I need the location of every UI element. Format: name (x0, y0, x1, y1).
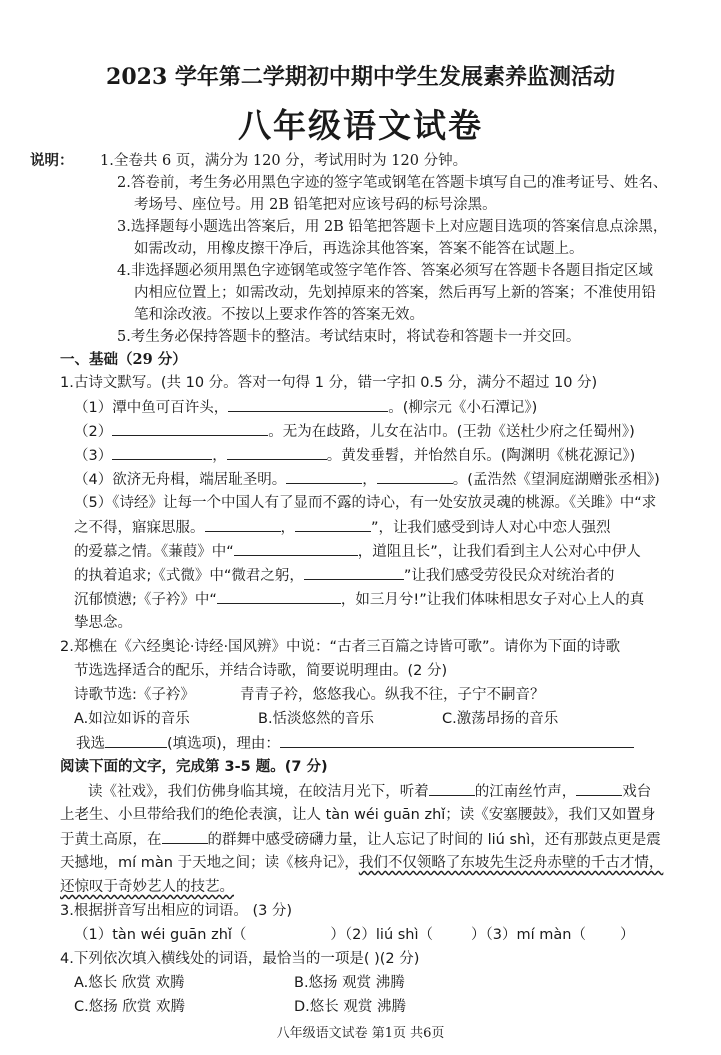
q1-stem: 1.古诗文默写。(共 10 分。答对一句得 1 分，错一字扣 0.5 分，满分不超过 10 分) (60, 375, 598, 391)
q2-choice-blank[interactable] (105, 733, 167, 748)
q1-3-comma: ， (212, 448, 227, 464)
q1-2-suffix: 。无为在歧路，儿女在沾巾。(王勃《送杜少府之任蜀州》) (268, 424, 635, 440)
q2-option-c: C.激荡昂扬的音乐 (442, 711, 559, 727)
q1-5-text-1: 之不得，寤寐思服。 (74, 520, 205, 536)
note-4-line-1: 4.非选择题必须用黑色字迹钢笔或签字笔作答、答案必须写在答题卡各题目指定区域 (117, 263, 653, 279)
q2-line-2: 节选选择适合的配乐，并结合诗歌，简要说明理由。(2 分) (74, 663, 448, 679)
q1-5-line-4 (74, 565, 614, 586)
q1-5-comma: ， (280, 520, 295, 536)
note-4-line-3: 笔和涂改液。不按以上要求作答的答案无效。 (134, 307, 424, 323)
reading-wavy-underlined-sentence-2: 还惊叹于奇妙艺人的技艺。 (60, 879, 234, 895)
q2-line-1: 2.郑樵在《六经奥论·诗经·国风辨》中说：“古者三百篇之诗皆可歌”。请你为下面的诗歌 (60, 639, 621, 655)
q4-option-b: B.悠扬 观赏 沸腾 (294, 975, 405, 991)
q1-3-blank-2[interactable] (227, 445, 327, 460)
q2-choice-line (76, 733, 634, 754)
section-basics-heading: 一、基础（29 分） (60, 351, 187, 368)
q1-5-text-2: ”，让我们感受到诗人对心中恋人强烈 (371, 520, 611, 536)
reading-text-1: 读《社戏》，我们仿佛身临其境，在皎洁月光下，听着 (88, 784, 429, 800)
q1-line-1 (74, 397, 537, 418)
q1-5-text-4: ，道阻且长”，让我们看到主人公对心中伊人 (357, 544, 641, 560)
reading-line-4 (60, 853, 663, 873)
q1-5-blank-2[interactable] (295, 517, 371, 532)
q3-item-3: ）（3）mí màn（ (471, 927, 586, 943)
q1-5-text-6: ”让我们感受劳役民众对统治者的 (403, 568, 615, 584)
note-3-line-2: 如需改动，用橡皮擦干净后，再选涂其他答案，答案不能答在试题上。 (134, 241, 584, 257)
q2-option-a: A.如泣如诉的音乐 (74, 711, 190, 727)
q3-answers (74, 925, 634, 945)
q1-5-text-5: 的执着追求;《式微》中“微君之躬， (74, 568, 304, 584)
reading-line-2: 上老生、小旦带给我们的绝伦表演，让人 tàn wéi guān zhǐ；读《安塞腰鼓》，我们又如置身 (60, 807, 656, 823)
q1-5-line-1: （5）《诗经》让每一个中国人有了显而不露的诗心，有一处安放灵魂的桃源。《关雎》中“求 (74, 495, 657, 511)
q1-4-blank-1[interactable] (286, 469, 362, 484)
reading-blank-3[interactable] (162, 829, 208, 844)
page-footer: 八年级语文试卷 第1页 共6页 (276, 1026, 445, 1041)
q2-poem-text: 青青子衿，悠悠我心。纵我不往，子宁不嗣音？ (240, 687, 545, 703)
q1-5-blank-3[interactable] (234, 541, 358, 556)
q3-item-close: ） (619, 927, 635, 943)
exam-event-title: 2023 学年第二学期初中期中学生发展素养监测活动 (106, 64, 615, 90)
q4-option-a: A.悠长 欣赏 欢腾 (74, 975, 185, 991)
exam-paper-title: 八年级语文试卷 (238, 106, 483, 145)
q1-5-text-7: 沉郁愤懑;《子衿》中“ (74, 592, 217, 608)
note-4-line-2: 内相应位置上；如需改动，先划掉原来的答案，然后再写上新的答案；不准使用铅 (134, 285, 656, 301)
q1-2-prefix: （2） (74, 424, 113, 440)
q1-4-blank-2[interactable] (377, 469, 453, 484)
reading-text-3: 戏台 (622, 784, 652, 800)
q4-stem: 4.下列依次填入横线处的词语，最恰当的一项是( )(2 分) (60, 951, 420, 967)
note-5: 5.考生务必保持答题卡的整洁。考试结束时，将试卷和答题卡一并交回。 (117, 329, 581, 345)
q3-item-1: （1）tàn wéi guān zhǐ（ (74, 927, 247, 943)
reading-text-4: 于黄土高原，在 (60, 832, 162, 848)
q1-5-blank-4[interactable] (304, 565, 404, 580)
q1-3-prefix: （3） (74, 448, 113, 464)
q1-3-blank-1[interactable] (112, 445, 212, 460)
q2-reason-blank[interactable] (280, 733, 634, 748)
q1-5-blank-5[interactable] (217, 589, 341, 604)
q1-line-4 (74, 469, 660, 490)
q2-choose-label: 我选 (76, 736, 105, 752)
q1-5-line-5 (74, 589, 644, 610)
q1-3-suffix: 。黄发垂髫，并怡然自乐。(陶渊明《桃花源记》) (326, 448, 636, 464)
reading-text-5: 的群舞中感受磅礴力量，让人忘记了时间的 liú shì，还有那鼓点更是震 (207, 832, 661, 848)
q1-5-line-2 (74, 517, 611, 538)
q2-reason-label: (填选项)，理由： (167, 736, 280, 752)
note-3-line-1: 3.选择题每小题选出答案后，用 2B 铅笔把答题卡上对应题目选项的答案信息点涂黑， (117, 219, 668, 235)
note-2-line-1: 2.答卷前，考生务必用黑色字迹的签字笔或钢笔在答题卡填写自己的准考证号、姓名、 (117, 175, 668, 191)
reading-blank-2[interactable] (576, 781, 622, 796)
notes-label: 说明： (30, 152, 74, 169)
q1-1-blank[interactable] (228, 397, 388, 412)
q1-2-blank[interactable] (112, 421, 268, 436)
q4-option-c: C.悠扬 欣赏 欢腾 (74, 999, 185, 1015)
q3-item-2: ）（2）liú shì（ (330, 927, 434, 943)
q1-line-3 (74, 445, 635, 466)
q1-1-prefix: （1）潭中鱼可百许头， (74, 400, 229, 416)
reading-text-2: 的江南丝竹声， (474, 784, 577, 800)
reading-line-3 (60, 829, 661, 850)
q4-option-d: D.悠长 观赏 沸腾 (294, 999, 406, 1015)
q1-5-text-8: ，如三月兮!”让我们体味相思女子对心上人的真 (340, 592, 645, 608)
q2-option-b: B.恬淡悠然的音乐 (258, 711, 375, 727)
q1-5-text-3: 的爱慕之情。《蒹葭》中“ (74, 544, 234, 560)
q1-line-2 (74, 421, 635, 442)
q1-5-line-3 (74, 541, 641, 562)
reading-line-1 (88, 781, 651, 802)
q1-5-line-6: 挚思念。 (74, 615, 132, 631)
note-2-line-2: 考场号、座位号。用 2B 铅笔把对应该号码的标号涂黑。 (134, 197, 497, 213)
q1-4-suffix: 。(孟浩然《望洞庭湖赠张丞相》) (452, 472, 660, 488)
reading-wavy-underlined-sentence-1: 我们不仅领略了东坡先生泛舟赤壁的千古才情， (358, 855, 664, 871)
q1-1-suffix: 。(柳宗元《小石潭记》) (388, 400, 538, 416)
reading-blank-1[interactable] (429, 781, 475, 796)
reading-heading: 阅读下面的文字，完成第 3-5 题。(7 分) (60, 759, 328, 775)
q1-4-comma: ， (362, 472, 377, 488)
q1-4-prefix: （4）欲济无舟楫，端居耻圣明。 (74, 472, 287, 488)
q2-poem-label: 诗歌节选:《子衿》 (74, 687, 195, 703)
q1-5-blank-1[interactable] (205, 517, 281, 532)
note-1: 1.全卷共 6 页，满分为 120 分，考试用时为 120 分钟。 (100, 153, 468, 169)
q3-stem: 3.根据拼音写出相应的词语。 (3 分) (60, 903, 293, 919)
reading-text-6: 天撼地，mí màn 于天地之间；读《核舟记》， (60, 855, 359, 871)
